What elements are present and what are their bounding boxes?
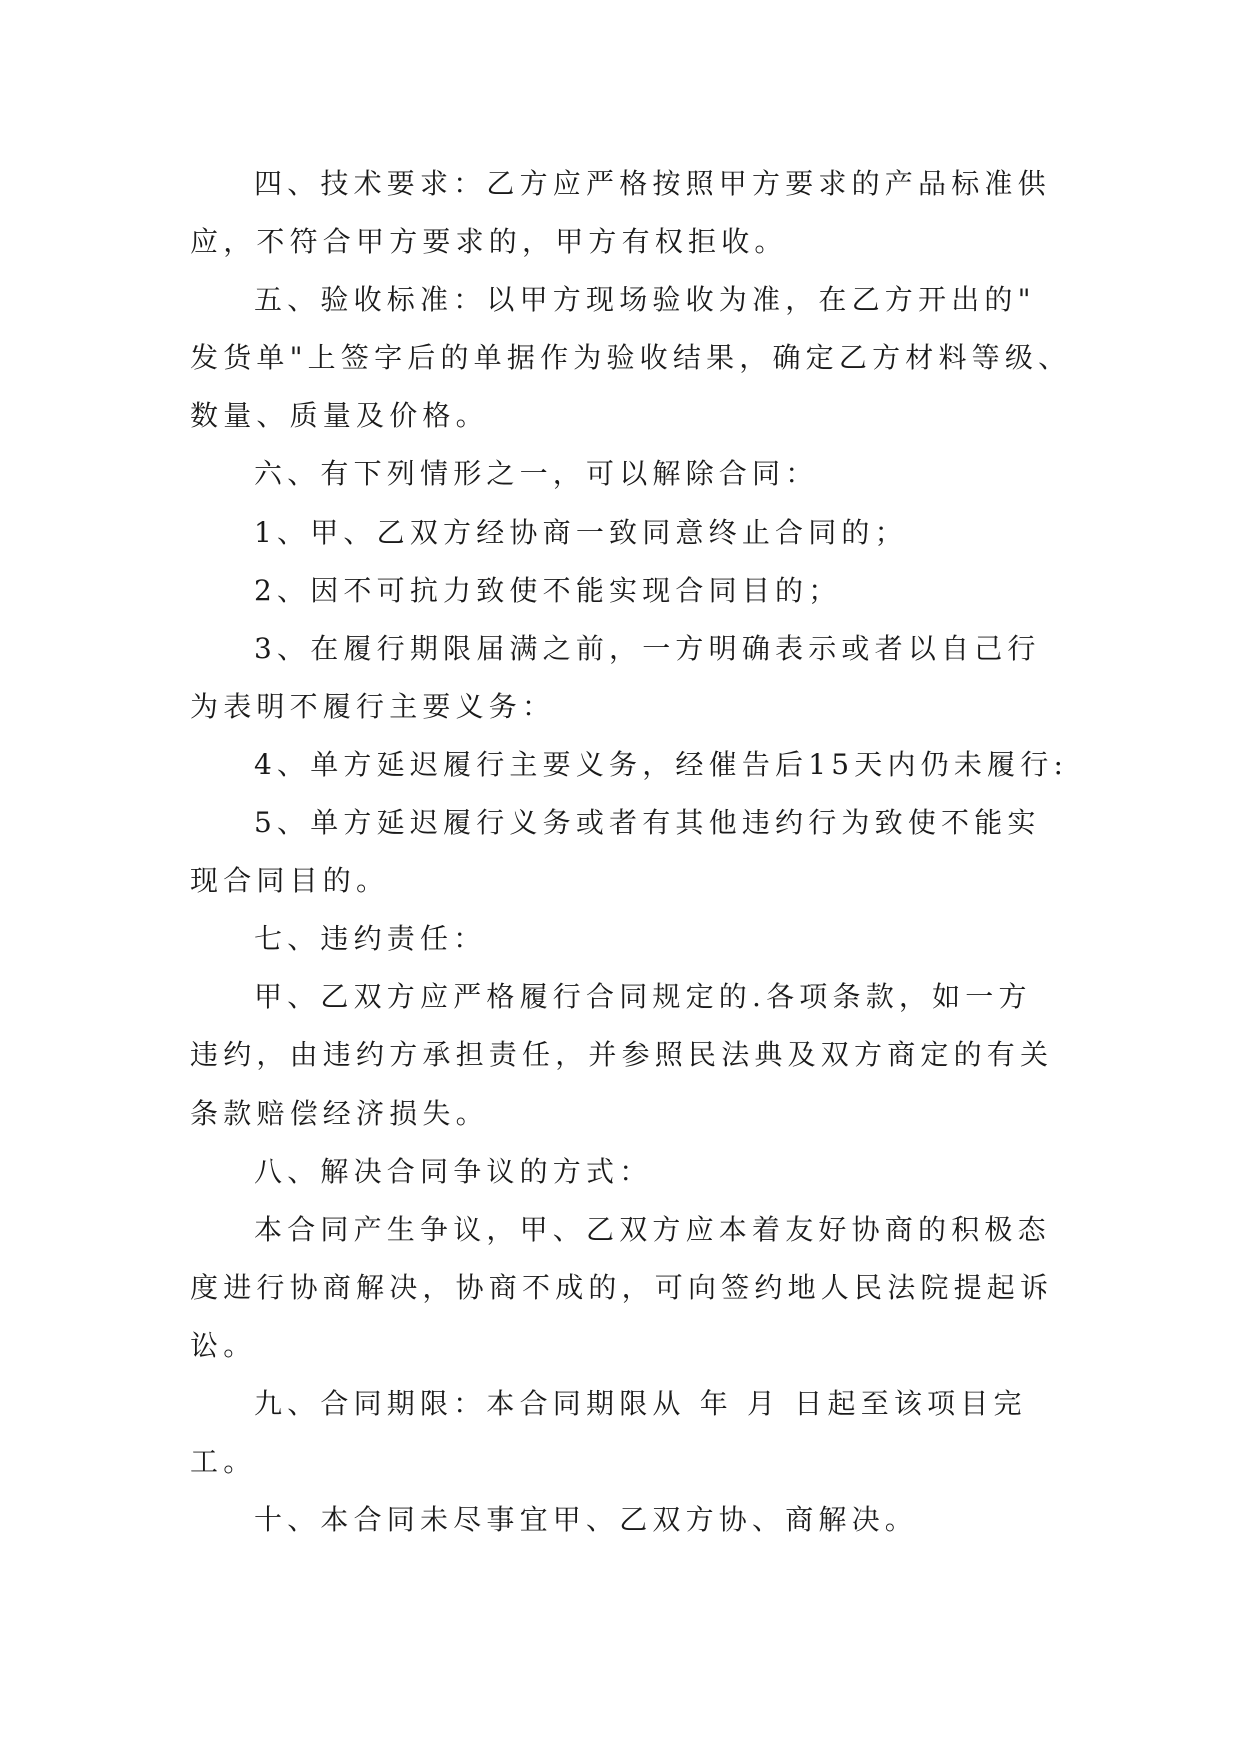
text-line: 数量、质量及价格。 [190, 399, 489, 433]
text-line: 2、因不可抗力致使不能实现合同目的； [254, 573, 842, 607]
text-line: 应，不符合甲方要求的，甲方有权拒收。 [190, 225, 788, 259]
text-line: 七、违约责任： [254, 922, 487, 956]
text-line: 工。 [190, 1445, 257, 1479]
text-line: 甲、乙双方应严格履行合同规定的.各项条款，如一方 [254, 980, 1032, 1014]
text-line: 五、验收标准：以甲方现场验收为准，在乙方开出的" [254, 283, 1036, 317]
text-line: 度进行协商解决，协商不成的，可向签约地人民法院提起诉 [190, 1270, 1054, 1304]
text-line: 讼。 [190, 1328, 257, 1362]
text-line: 九、合同期限：本合同期限从 年 月 日起至该项目完 [254, 1386, 1027, 1420]
text-line: 为表明不履行主要义务： [190, 689, 556, 723]
contract-body [190, 155, 1072, 1549]
text-line: 现合同目的。 [190, 864, 390, 898]
text-line: 5、单方延迟履行义务或者有其他违约行为致使不能实 [254, 806, 1041, 840]
text-line: 十、本合同未尽事宜甲、乙双方协、商解决。 [254, 1503, 919, 1537]
text-line: 本合同产生争议，甲、乙双方应本着友好协商的积极态 [254, 1212, 1051, 1246]
text-line: 条款赔偿经济损失。 [190, 1096, 489, 1130]
text-line: 八、解决合同争议的方式： [254, 1154, 653, 1188]
text-line: 发货单"上签字后的单据作为验收结果，确定乙方材料等级、 [190, 341, 1072, 375]
text-line: 违约，由违约方承担责任，并参照民法典及双方商定的有关 [190, 1038, 1054, 1072]
text-line: 3、在履行期限届满之前，一方明确表示或者以自己行 [254, 631, 1041, 665]
text-line: 4、单方延迟履行主要义务，经催告后15天内仍未履行: [254, 747, 1069, 781]
text-line: 1、甲、乙双方经协商一致同意终止合同的； [254, 515, 908, 549]
text-line: 六、有下列情形之一，可以解除合同： [254, 457, 819, 491]
text-line: 四、技术要求：乙方应严格按照甲方要求的产品标准供 [254, 167, 1051, 200]
